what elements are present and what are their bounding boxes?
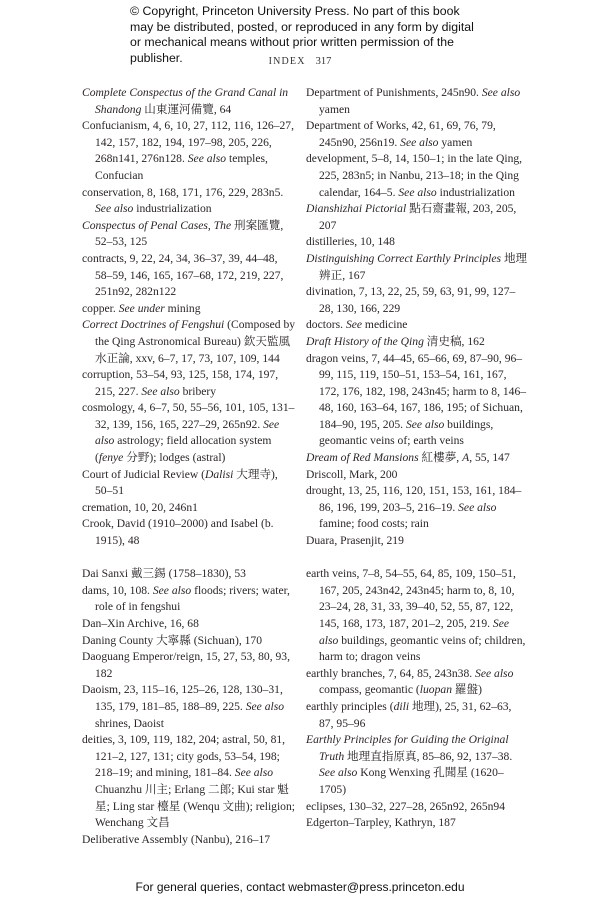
index-entry — [306, 251, 528, 284]
index-entry — [82, 400, 296, 466]
index-entry-text: yamen — [319, 102, 350, 116]
index-entry-italic-text: Earthly Principles for Guiding the Original Truth — [306, 733, 509, 763]
index-entry-text: earthly principles ( — [306, 699, 394, 713]
index-entry — [82, 682, 296, 732]
index-entry — [82, 832, 296, 849]
index-entry-text: (Composed by the Qing Astronomical Bureau) 欽天監風水正論, xxv, 6–7, 17, 73, 107, 109, 144 — [95, 318, 296, 365]
index-entry-text: dragon veins, 7, 44–45, 65–66, 69, 87–90, 96–99, 115, 119, 150–51, 153–54, 161, 167, 172, 176, 182, 198, 243n45; harm to 8, 146–48, 160, 163–64, 167, 186, 195; of Sichuan, 184–90, 195, 205. — [306, 351, 527, 431]
index-entry-text: 地理直指原真, 85–86, 92, 137–38. — [344, 749, 513, 763]
index-entry-text: 羅盤) — [452, 683, 482, 697]
index-entry — [82, 616, 296, 633]
index-entry — [306, 317, 528, 334]
index-entry — [306, 85, 528, 118]
index-entry-italic-text: See also — [398, 185, 437, 199]
index-entry-text: Department of Works, 42, 61, 69, 76, 79, 245n90, 256n19. — [306, 119, 496, 149]
index-entry-text: industrialization — [436, 185, 515, 199]
index-entry-text: buildings, geomantic veins of; children, harm to; dragon veins — [319, 633, 526, 664]
index-entry-text: divination, 7, 13, 22, 25, 59, 63, 91, 99, 127–28, 130, 166, 229 — [306, 285, 516, 315]
index-column-right — [306, 85, 528, 832]
index-entry-text: earthly branches, 7, 64, 85, 243n38. — [306, 666, 476, 680]
index-entry-text: 清史稿, 162 — [423, 334, 485, 348]
index-entry — [82, 566, 296, 583]
index-entry — [82, 85, 296, 118]
index-entry-italic-text: See also — [95, 202, 134, 216]
index-entry — [82, 118, 296, 184]
index-entry-italic-text: See under — [118, 301, 165, 315]
index-entry-italic-text: Distinguishing Correct Earthly Principles — [306, 251, 502, 265]
index-entry-text: cremation, 10, 20, 246n1 — [82, 500, 198, 514]
index-entry-text: yamen — [438, 135, 473, 149]
index-entry-text: Duara, Prasenjit, 219 — [306, 534, 404, 548]
index-entry — [82, 218, 296, 251]
running-head-title: INDEX — [268, 56, 306, 67]
index-entry — [306, 666, 528, 699]
index-entry — [306, 566, 528, 666]
index-entry — [82, 583, 296, 616]
index-column-left — [82, 85, 296, 848]
index-entry-text: Dan–Xin Archive, 16, 68 — [82, 617, 199, 630]
index-entry-text: dams, 10, 108. — [82, 583, 153, 597]
index-entry-text: mining — [164, 301, 201, 315]
index-entry-text: Kong Wenxing 孔聞星 (1620–1705) — [319, 766, 504, 796]
index-entry-italic-text: See also — [95, 417, 280, 448]
index-entry-text: shrines, Daoist — [95, 716, 164, 730]
index-entry-text: eclipses, 130–32, 227–28, 265n92, 265n94 — [306, 799, 506, 813]
index-entry-italic-text: See — [345, 318, 363, 332]
index-entry — [306, 799, 528, 816]
page-number: 317 — [315, 56, 332, 67]
index-entry-text: Daoguang Emperor/reign, 15, 27, 53, 80, 93, 182 — [82, 650, 291, 680]
index-entry-text: famine; food costs; rain — [319, 517, 429, 531]
index-entry-text: drought, 13, 25, 116, 120, 151, 153, 161, 184–86, 196, 199, 203–5, 216–19. — [306, 484, 522, 514]
index-entry-italic-text: See also — [319, 766, 358, 780]
index-entry-text: industrialization — [133, 202, 212, 216]
index-entry-text: , 55, 147 — [469, 451, 510, 465]
index-entry — [82, 633, 296, 650]
index-entry-text: 山東運河備覽, 64 — [141, 102, 232, 116]
index-entry-text: contracts, 9, 22, 24, 34, 36–37, 39, 44–48, 58–59, 146, 165, 167–68, 172, 219, 227, 251n92, 282n122 — [82, 251, 284, 299]
index-entry-italic-text: A — [462, 451, 470, 465]
index-entry-text: development, 5–8, 14, 150–1; in the late Qing, 225, 283n5; in Nanbu, 213–18; in the Qing calendar, 164–5. — [306, 152, 523, 199]
index-entry-text: Edgerton–Tarpley, Kathryn, 187 — [306, 816, 456, 830]
index-entry-text: 紅樓夢, — [418, 451, 463, 465]
index-entry — [306, 699, 528, 732]
index-entry-text: 刑案匯覽, 52–53, 125 — [95, 218, 284, 249]
index-entry-italic-text: Draft History of the Qing — [306, 334, 424, 348]
index-entry-italic-text: See also — [405, 417, 445, 431]
index-entry-text: 地理辨正, 167 — [319, 251, 528, 282]
index-entry — [306, 284, 528, 317]
index-entry — [82, 251, 296, 301]
index-entry-text: doctors. — [306, 318, 346, 332]
index-entry — [82, 732, 296, 832]
index-entry-text: corruption, 53–54, 93, 125, 158, 174, 197, 215, 227. — [82, 368, 279, 398]
index-entry — [306, 533, 528, 550]
index-entry-text: Department of Punishments, 245n90. — [306, 86, 482, 99]
index-entry-text: earth veins, 7–8, 54–55, 64, 85, 109, 150–51, 167, 205, 243n42, 243n45; harm to, 8, 10, 23–24, 28, 31, 33, 39–40, 52, 55, 87, 122, 145, 168, 173, 187, 201–2, 205, 219. — [306, 567, 516, 630]
index-entry-text: 地理), 25, 31, 62–63, 87, 95–96 — [319, 699, 512, 730]
index-entry-italic-text: Dream of Red Mansions — [306, 451, 419, 465]
index-entry-italic-text: Dianshizhai Pictorial — [306, 202, 407, 216]
index-entry — [306, 450, 528, 467]
index-entry-italic-text: See also — [234, 766, 274, 780]
footer-contact-notice: For general queries, contact webmaster@press.princeton.edu — [135, 880, 465, 894]
index-entry — [306, 201, 528, 234]
index-entry-italic-text: See also — [141, 384, 180, 398]
index-entry-italic-text: Dalisi — [205, 467, 234, 481]
index-entry-text: floods; rivers; water, role of in fengshui — [95, 583, 290, 614]
index-entry — [306, 483, 528, 533]
index-entry-text: buildings, geomantic veins of; earth veins — [319, 417, 494, 448]
index-entry — [82, 317, 296, 367]
index-entry-italic-text: luopan — [419, 683, 452, 697]
index-entry — [82, 516, 296, 549]
index-entry-italic-text: dili — [393, 699, 410, 713]
index-entry-text: compass, geomantic ( — [319, 683, 420, 697]
index-entry-italic-text: See also — [187, 152, 227, 166]
index-entry — [306, 118, 528, 151]
running-head — [0, 56, 600, 67]
index-entry-text: cosmology, 4, 6–7, 50, 55–56, 101, 105, 131–32, 139, 156, 165, 227–29, 265n92. — [82, 401, 295, 431]
index-entry-text: Driscoll, Mark, 200 — [306, 467, 398, 481]
index-entry-text: Crook, David (1910–2000) and Isabel (b. 1915), 48 — [82, 517, 274, 548]
index-entry-text: Daning County 大寧縣 (Sichuan), 170 — [82, 633, 263, 647]
index-entry-text: conservation, 8, 168, 171, 176, 229, 283n5. — [82, 185, 284, 199]
index-entry-italic-text: See also — [400, 135, 439, 149]
index-entry — [306, 334, 528, 351]
index-entry-italic-text: See also — [458, 500, 497, 514]
index-entry — [82, 500, 296, 517]
index-entry-italic-text: fenye — [98, 451, 124, 465]
index-entry-italic-text: See also — [481, 86, 521, 99]
index-entry-text: bribery — [179, 384, 217, 398]
index-entry — [306, 351, 528, 451]
index-entry — [82, 367, 296, 400]
index-entry-text: Confucianism, 4, 6, 10, 27, 112, 116, 126–27, 142, 157, 182, 194, 197–98, 205, 226, 268n141, 276n128. — [82, 119, 295, 166]
index-entry — [82, 649, 296, 682]
index-entry — [306, 467, 528, 484]
index-entry-italic-text: Conspectus of Penal Cases, The — [82, 218, 232, 232]
index-entry-italic-text: Correct Doctrines of Fengshui — [82, 318, 225, 332]
index-entry — [306, 815, 528, 832]
index-entry-text: 點石齋畫報, 203, 205, 207 — [319, 202, 517, 232]
index-entry — [306, 234, 528, 251]
index-entry-text: Daoism, 23, 115–16, 125–26, 128, 130–31, 135, 179, 181–85, 188–89, 225. — [82, 683, 283, 713]
index-entry — [82, 467, 296, 500]
index-entry-text: Dai Sanxi 戴三錫 (1758–1830), 53 — [82, 567, 246, 581]
index-entry-text: copper. — [82, 301, 119, 315]
index-entry-text: 大理寺), 50–51 — [95, 467, 278, 498]
index-entry-italic-text: See also — [475, 666, 514, 680]
index-entry — [306, 151, 528, 201]
index-entry-italic-text: See also — [319, 617, 509, 647]
index-entry-italic-text: Complete Conspectus of the Grand Canal in Shandong — [82, 86, 289, 116]
index-entry-text: Deliberative Assembly (Nanbu), 216–17 — [82, 832, 271, 846]
index-entry-text: deities, 3, 109, 119, 182, 204; astral, 50, 81, 121–2, 127, 131; city gods, 53–54, 198; 218–19; and mining, 181–84. — [82, 733, 286, 780]
index-entry — [82, 185, 296, 218]
index-entry-italic-text: See also — [152, 583, 192, 597]
index-entry-text: medicine — [362, 318, 408, 332]
index-entry-text: distilleries, 10, 148 — [306, 235, 395, 249]
index-entry-text: Court of Judicial Review ( — [82, 467, 205, 481]
index-entry-text: Chuanzhu 川主; Erlang 二郎; Kui star 魁星; Ling star 檯星 (Wenqu 文曲); religion; Wenchang 文昌 — [95, 782, 295, 830]
index-entry-text: 分野); lodges (astral) — [123, 451, 226, 465]
index-entry — [82, 301, 296, 318]
index-entry-italic-text: See also — [245, 699, 285, 713]
copyright-notice: © Copyright, Princeton University Press. No part of this book may be distributed, posted, or reproduced in any form by digital or mechanical means without prior written permission of the publisher. — [130, 4, 474, 65]
index-entry — [306, 732, 528, 798]
index-entry-text: astrology; field allocation system ( — [95, 434, 272, 465]
index-entry-text: temples, Confucian — [95, 152, 268, 182]
